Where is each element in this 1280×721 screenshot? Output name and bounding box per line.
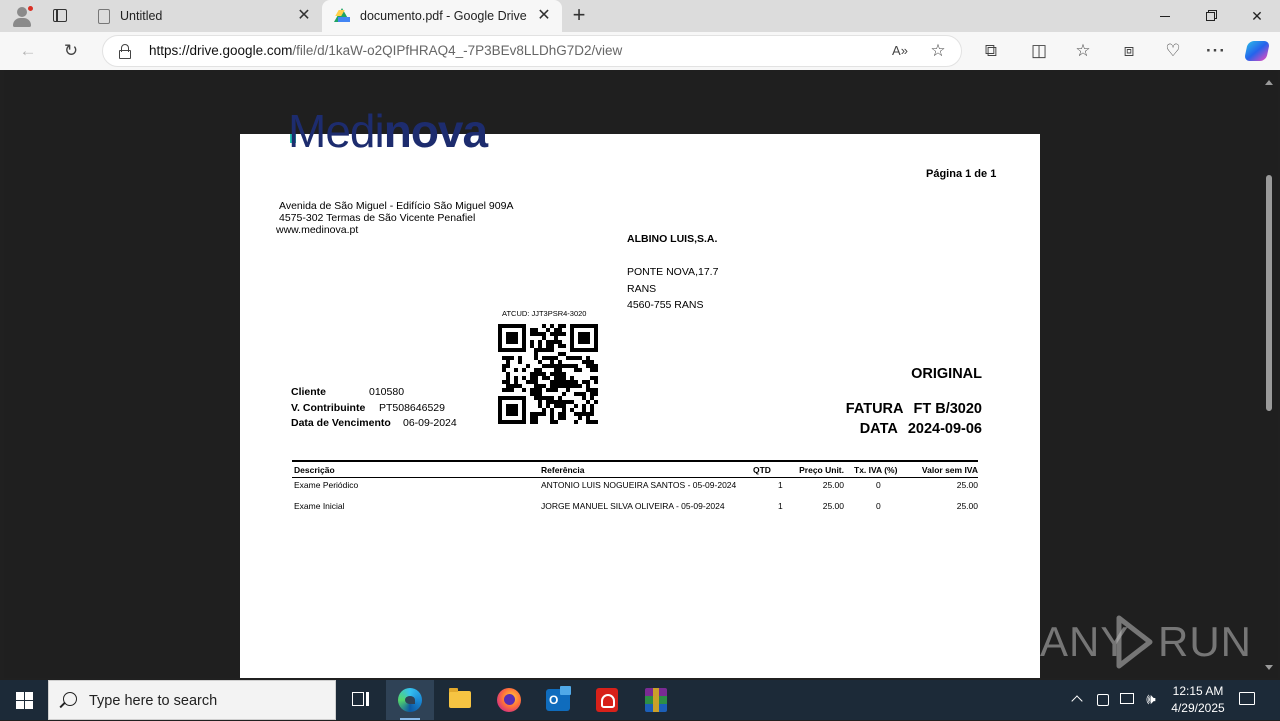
data-value: 2024-09-06 [907, 421, 982, 437]
play-icon [1114, 614, 1154, 670]
contribuinte-label: V. Contribuinte [291, 401, 366, 414]
address-line: RANS [627, 282, 657, 295]
split-screen-icon[interactable]: ◫ [1030, 41, 1048, 60]
tab-untitled[interactable] [84, 0, 322, 32]
fatura-label: FATURA [845, 401, 904, 417]
favorites-icon[interactable]: ☆ [1075, 41, 1091, 60]
items-table [292, 460, 978, 520]
cell-qtd: 1 [778, 501, 783, 511]
vencimento-value: 06-09-2024 [403, 417, 457, 429]
address-bar[interactable] [102, 35, 962, 67]
tab-google-drive[interactable] [322, 0, 562, 32]
scroll-down-icon[interactable] [1265, 665, 1273, 670]
reload-icon[interactable]: ↻ [63, 41, 79, 60]
watermark-left: ANY [1040, 618, 1130, 665]
client-name: ALBINO LUIS,S.A. [627, 233, 718, 245]
system-clock[interactable] [1162, 683, 1234, 717]
invoice-meta [291, 385, 457, 432]
vencimento-label: Data de Vencimento [291, 417, 391, 429]
back-arrow-icon[interactable]: ← [19, 41, 37, 60]
atcud-code: ATCUD: JJT3PSR4-3020 [502, 309, 587, 318]
close-window-button[interactable]: ✕ [1251, 8, 1263, 24]
search-icon [63, 692, 77, 706]
notification-icon[interactable] [1236, 680, 1260, 720]
search-placeholder: Type here to search [89, 693, 218, 709]
puzzle-icon[interactable]: ⧉ [984, 41, 998, 60]
cell-referencia: ANTONIO LUIS NOGUEIRA SANTOS - 05-09-2024 [541, 480, 737, 490]
firefox-icon[interactable] [485, 680, 533, 720]
website: www.medinova.pt [276, 224, 359, 236]
more-icon[interactable]: ··· [1206, 41, 1226, 60]
network-icon[interactable] [1116, 680, 1138, 720]
header-referencia: Referência [541, 465, 585, 475]
medinova-logo: Medinova [288, 105, 488, 157]
outlook-icon[interactable]: O [534, 680, 582, 720]
table-row [292, 499, 978, 520]
table-header [292, 460, 978, 478]
company-address [276, 200, 513, 236]
cell-descricao: Exame Inicial [294, 501, 345, 511]
address-line: Avenida de São Miguel - Edifício São Miguel 909A [279, 200, 514, 212]
header-valor: Valor sem IVA [921, 465, 978, 475]
tab-title: documento.pdf - Google Drive [360, 9, 527, 23]
tab-close-icon[interactable]: ✕ [297, 7, 311, 24]
cell-descricao: Exame Periódico [294, 480, 359, 490]
cliente-value: 010580 [369, 386, 405, 398]
invoice-heading [800, 399, 982, 439]
header-descricao: Descrição [294, 465, 335, 475]
clock-date: 4/29/2025 [1171, 701, 1225, 715]
chevron-up-icon[interactable] [1068, 680, 1088, 720]
cell-iva: 0 [876, 480, 881, 490]
pdf-page [240, 105, 1040, 678]
scrollbar-thumb[interactable] [1266, 175, 1272, 411]
cell-referencia: JORGE MANUEL SILVA OLIVEIRA - 05-09-2024 [541, 501, 725, 511]
browser-toolbar [0, 32, 1280, 70]
tab-actions-icon[interactable] [44, 4, 76, 28]
acrobat-icon[interactable] [583, 680, 631, 720]
contribuinte-value: PT508646529 [379, 401, 445, 414]
performance-icon[interactable]: ♡ [1165, 41, 1181, 60]
scroll-up-icon[interactable] [1265, 80, 1273, 85]
minimize-button[interactable] [1142, 0, 1188, 32]
cell-preco: 25.00 [822, 501, 844, 511]
address-line: 4560-755 RANS [627, 299, 704, 311]
original-label: ORIGINAL [911, 366, 982, 382]
address-line: 4575-302 Termas de São Vicente Penafiel [279, 212, 476, 224]
taskbar [0, 680, 1280, 720]
cell-valor: 25.00 [956, 501, 978, 511]
qr-code [498, 324, 598, 424]
clock-time: 12:15 AM [1172, 684, 1224, 698]
copilot-icon[interactable] [1244, 39, 1270, 63]
read-aloud-icon[interactable]: A» [892, 43, 908, 58]
winrar-icon[interactable] [632, 680, 680, 720]
header-iva: Tx. IVA (%) [854, 465, 898, 475]
edge-taskbar-icon[interactable] [386, 680, 434, 720]
watermark-right: RUN [1158, 618, 1252, 665]
tab-strip [0, 0, 1280, 32]
taskbar-search[interactable] [48, 680, 336, 720]
client-address [627, 264, 718, 314]
address-line: PONTE NOVA,17.7 [627, 266, 719, 278]
page-number: Página 1 de 1 [926, 168, 997, 180]
profile-icon[interactable] [8, 4, 36, 28]
tray-app-icon[interactable] [1092, 680, 1114, 720]
new-tab-button[interactable]: + [572, 2, 586, 27]
google-drive-icon [334, 8, 350, 24]
fatura-number: FT B/3020 [913, 401, 982, 417]
cliente-label: Cliente [291, 386, 327, 398]
header-preco: Preço Unit. [799, 465, 844, 475]
data-label: DATA [859, 421, 898, 437]
volume-icon[interactable]: 🕪 [1146, 691, 1156, 708]
url-text[interactable]: https://drive.google.com/file/d/1kaW-o2QIPfHRAQ4_-7P3BEv8LLDhG7D2/view [149, 43, 623, 58]
table-row [292, 478, 978, 499]
page-icon [98, 9, 110, 24]
star-icon[interactable]: ☆ [930, 41, 946, 60]
lock-icon[interactable] [119, 44, 131, 58]
collections-icon[interactable]: ⧈ [1123, 41, 1135, 60]
file-explorer-icon[interactable] [436, 680, 484, 720]
cell-valor: 25.00 [956, 480, 978, 490]
restore-button[interactable] [1188, 0, 1234, 32]
tab-close-icon[interactable]: ✕ [537, 7, 551, 24]
cell-qtd: 1 [778, 480, 783, 490]
task-view-icon[interactable] [336, 680, 384, 720]
cell-iva: 0 [876, 501, 881, 511]
anyrun-watermark [1040, 606, 1252, 676]
tab-title: Untitled [120, 9, 163, 23]
cell-preco: 25.00 [822, 480, 844, 490]
header-qtd: QTD [753, 465, 771, 475]
windows-start-icon[interactable] [0, 680, 48, 720]
